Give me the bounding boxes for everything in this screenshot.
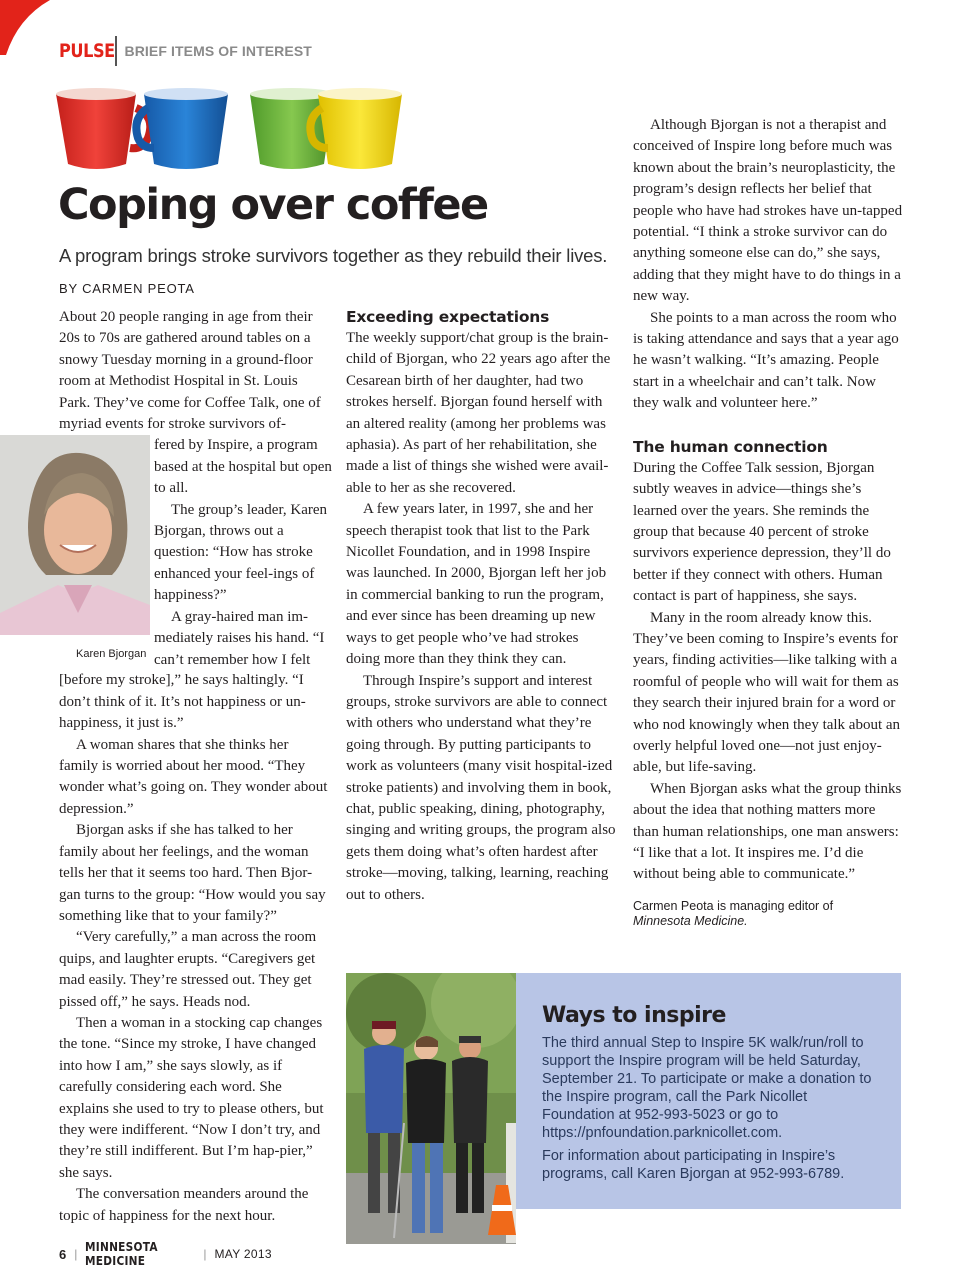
section-heading: Exceeding expectations (346, 308, 550, 326)
paragraph: Many in the room already know this. They’ve been coming to Inspire’s events for years, finding activities—like talking with a roomful of people who will wait for them as they search their injured brain for a word or who nod knowingly when they talk about an overly helpful loved one—not just enjoy-able, but life-saving. (633, 609, 901, 776)
article-column-2 (346, 306, 616, 906)
sidebar-title: Ways to inspire (542, 1003, 726, 1028)
paragraph: Although Bjorgan is not a therapist and conceived of Inspire long before much was known about the brain’s neuroplasticity, the program’s design reflects her belief that people who have had strokes have un-tapped potential. “I think a stroke survivor can do anything someone else can do,” she says, adding that they might have to do things in a new way. (633, 117, 903, 305)
paragraph: During the Coffee Talk session, Bjorgan subtly weaves in advice—things she’s learned over the years. She reminds the group that because 40 percent of stroke survivors experience depression, they’ll do better if they connect with others. Human contact is part of happiness, she says. (633, 459, 891, 605)
sidebar-paragraph: The third annual Step to Inspire 5K walk/run/roll to support the Inspire program will be held Saturday, September 21. To participate or make a donation to the Inspire program, call the Park Nicollet Foundation at 952-993-5023 or go to https://pnfoundation.parknicollet.com. (542, 1035, 872, 1141)
footer-divider: | (74, 1247, 78, 1261)
walkers-photo (346, 973, 516, 1244)
paragraph: The conversation meanders around the topic of happiness for the next hour. (59, 1186, 309, 1224)
header-divider (115, 36, 117, 66)
paragraph: She points to a man across the room who is taking attendance and says that a year ago he wasn’t walking. “It’s amazing. People start in a wheelchair and can’t talk. Now they walk and volunteer here.” (633, 309, 899, 412)
footer-divider: | (203, 1247, 207, 1261)
paragraph: About 20 people ranging in age from their 20s to 70s are gathered around tables on a snowy Tuesday morning in a ground-floor room at Methodist Hospital in St. Louis Park. They’ve come for Coffee Talk, one of myriad events for stroke survivors of- (59, 309, 321, 433)
section-sublabel: BRIEF ITEMS OF INTEREST (124, 43, 312, 59)
magazine-name: MINNESOTA MEDICINE (85, 1240, 159, 1268)
paragraph: The group’s leader, Karen Bjorgan, throws out a question: “How has stroke enhanced your feel-ings of happiness?” (154, 501, 327, 604)
section-label: PULSE (59, 40, 115, 62)
section-heading: The human connection (633, 437, 828, 456)
wrapped-text (154, 435, 334, 670)
paragraph: When Bjorgan asks what the group thinks about the idea that nothing matters more than human relationships, one man answers: “I like that a lot. It inspires me. I’d die without being able to communicate.” (633, 780, 902, 883)
paragraph: A few years later, in 1997, she and her speech therapist took that list to the Park Nicollet Foundation, and in 1998 Inspire was launched. In 2000, Bjorgan left her job in commercial banking to run the program, and ever since has been dreaming up new ways to get people who’ve had strokes doing more than they think they can. (346, 501, 607, 668)
paragraph: “Very carefully,” a man across the room quips, and laughter erupts. “Caregivers get mad easily. They’re stressed out. They get pissed off,” he says. Heads nod. (59, 929, 317, 1010)
spacer (633, 415, 903, 436)
paragraph: Through Inspire’s support and interest groups, stroke survivors are able to connect with others who understand what they’re going through. By putting participants to work as volunteers (many visit hospital-ized stroke patients) and involving them in book, chat, public speaking, dining, photography, singing and writing groups, the program also gets them doing what’s often hardest after stroke—moving, talking, learning, reaching out to others. (346, 672, 616, 903)
article-column-1 (59, 307, 332, 1227)
article-byline: BY CARMEN PEOTA (59, 281, 195, 296)
paragraph: The weekly support/chat group is the brain-child of Bjorgan, who 22 years ago after the Cesarean birth of her daughter, had two strokes herself. Bjorgan found herself with an altered reality (among her problems was aphasia). As part of her rehabilitation, she made a list of things she wished were avail-able to her as she recovered. (346, 330, 611, 496)
article-subtitle: A program brings stroke survivors together as they rebuild their lives. (59, 245, 608, 266)
sidebar-info-box (516, 973, 901, 1209)
author-photo (0, 435, 150, 635)
page-footer (59, 1240, 272, 1268)
corner-decoration (0, 0, 60, 60)
article-column-3 (633, 115, 903, 929)
photo-caption: Karen Bjorgan (76, 648, 147, 661)
section-header (59, 36, 312, 66)
paragraph: A gray-haired man im-mediately raises his hand. “I can’t remember how I felt (154, 608, 325, 668)
paragraph: fered by Inspire, a program based at the hospital but open to all. (154, 437, 332, 497)
author-bio-text: Carmen Peota is managing editor of (633, 898, 834, 913)
paragraph: [before my stroke],” he says haltingly. “I don’t think of it. It’s not happiness or un-happiness, it just is.” (59, 672, 306, 732)
photo-wrap-block (59, 435, 332, 670)
author-bio (633, 899, 903, 929)
paragraph: Then a woman in a stocking cap changes the tone. “Since my stroke, I have changed into how I am,” she says slowly, as if carefully considering each word. She explains she used to try to please others, but they were indifferent. “Now I don’t try, and they’re still indifferent. But I’m hap-pier,” she says. (59, 1014, 324, 1181)
coffee-mugs-illustration (52, 86, 404, 174)
publication-name: Minnesota Medicine. (633, 913, 748, 928)
sidebar-paragraph: For information about participating in Inspire’s programs, call Karen Bjorgan at 952-993-6789. (542, 1148, 845, 1182)
page-number: 6 (59, 1246, 67, 1262)
paragraph: A woman shares that she thinks her family is worried about her mood. “They wonder what’s going on. They wonder about depression.” (59, 736, 328, 817)
article-title: Coping over coffee (58, 180, 488, 230)
ways-to-inspire-sidebar (346, 973, 901, 1244)
issue-date: MAY 2013 (214, 1247, 272, 1261)
paragraph: Bjorgan asks if she has talked to her family about her feelings, and the woman tells her that it seems too hard. Then Bjor-gan turns to the group: “How would you say something like that to your family?” (59, 822, 326, 924)
